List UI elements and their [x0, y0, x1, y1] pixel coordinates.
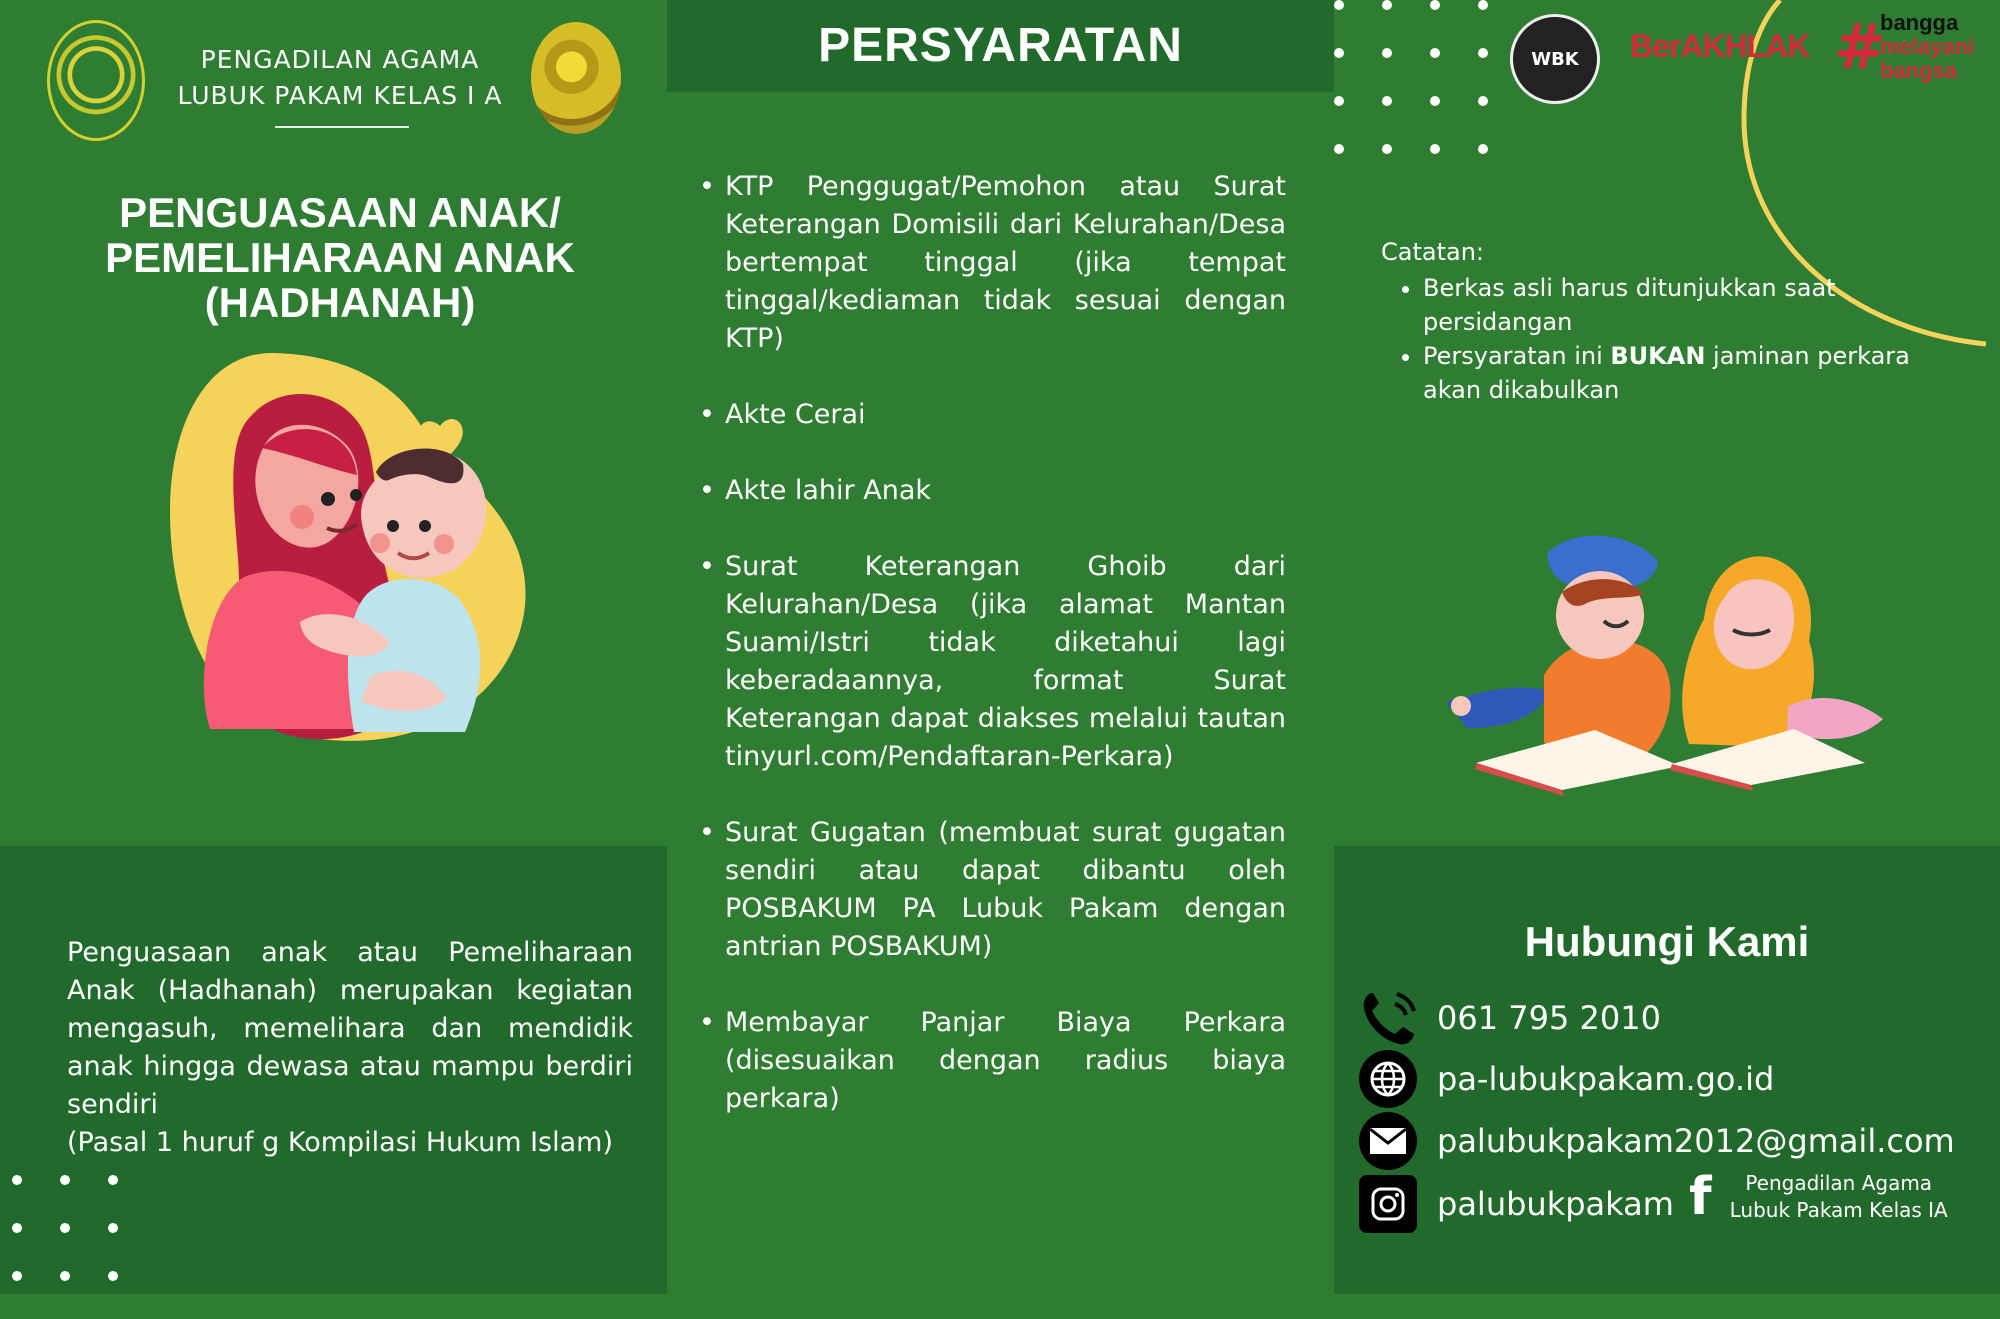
gold-seal-logo: [531, 22, 621, 134]
court-name-divider: [275, 126, 409, 128]
hashtag-icon: #: [1834, 10, 1886, 83]
contact-email-row: [1359, 1112, 1959, 1170]
facebook-line-2: Lubuk Pakam Kelas IA: [1729, 1198, 1948, 1222]
note-item-2-bold: BUKAN: [1610, 342, 1706, 370]
berakhlak-logo-text: BerAKHLAK: [1630, 28, 1810, 64]
children-reading-illustration: [1444, 525, 1884, 797]
facebook-contact[interactable]: [1689, 1167, 1948, 1227]
wbk-logo: [1510, 14, 1600, 104]
contact-instagram[interactable]: palubukpakam: [1437, 1185, 1674, 1223]
court-name-line-1: PENGADILAN AGAMA: [200, 45, 480, 74]
requirement-item-1: • KTP Penggugat/Pemohon atau Surat Keterangan Domisili dari Kelurahan/Desa bertempat tinggal (jika tempat tinggal/kediaman tidak sesuai dengan KTP): [725, 168, 1286, 358]
requirement-item-5: • Surat Gugatan (membuat surat gugatan sendiri atau dapat dibantu oleh POSBAKUM PA Lubuk Pakam dengan antrian POSBAKUM): [725, 814, 1286, 966]
decorative-dot-grid-right: [1334, 0, 1526, 192]
bangga-melayani-bangsa-logo: [1834, 12, 1994, 86]
topic-reference: (Pasal 1 huruf g Kompilasi Hukum Islam): [67, 1127, 613, 1158]
berakhlak-logo: [1630, 28, 1809, 65]
topic-description-text: Penguasaan anak atau Pemeliharaan Anak (Hadhanah) merupakan kegiatan mengasuh, memelihara dan mendidik anak hingga dewasa atau mampu berdiri sendiri: [67, 937, 633, 1120]
facebook-icon: f: [1689, 1167, 1712, 1227]
contact-email[interactable]: palubukpakam2012@gmail.com: [1437, 1122, 1955, 1160]
contact-phone-row: [1359, 989, 1959, 1047]
right-panel: [1334, 0, 2000, 1294]
bangga-line-1: bangga: [1880, 10, 1959, 35]
requirement-item-6: • Membayar Panjar Biaya Perkara (disesuaikan dengan radius biaya perkara): [725, 1004, 1286, 1118]
bangga-line-2: melayani: [1880, 34, 1975, 59]
topic-title-line-2: PEMELIHARAAN ANAK: [105, 234, 575, 281]
note-item-2-before: Persyaratan ini: [1423, 342, 1611, 370]
note-item-1: • Berkas asli harus ditunjukkan saat persidangan: [1423, 271, 1941, 339]
contact-phone[interactable]: 061 795 2010: [1437, 999, 1661, 1037]
topic-description: [67, 934, 633, 1162]
topic-title-line-3: (HADHANAH): [204, 279, 476, 326]
globe-icon: [1359, 1050, 1417, 1108]
wbk-logo-text: WBK: [1531, 48, 1579, 70]
contact-website[interactable]: pa-lubukpakam.go.id: [1437, 1060, 1775, 1098]
requirement-item-3: • Akte lahir Anak: [725, 472, 1286, 510]
requirements-list: [725, 168, 1286, 1156]
facebook-line-1: Pengadilan Agama: [1745, 1171, 1933, 1195]
requirements-title: PERSYARATAN: [818, 19, 1183, 72]
contact-title: Hubungi Kami: [1524, 918, 1810, 965]
notes-label: Catatan:: [1381, 238, 1484, 266]
court-emblem-logo: [47, 20, 145, 141]
mail-icon: [1359, 1112, 1417, 1170]
court-name: [160, 42, 520, 114]
facebook-page-name: [1730, 1170, 1948, 1224]
instagram-icon: [1359, 1175, 1417, 1233]
middle-panel: [667, 0, 1334, 1294]
note-item-2: [1423, 339, 1941, 407]
note-item-2-after: jaminan perkara akan dikabulkan: [1423, 342, 1910, 404]
requirement-item-2: • Akte Cerai: [725, 396, 1286, 434]
notes-list: [1423, 271, 1941, 407]
bangga-line-3: bangsa: [1880, 58, 1958, 83]
left-panel: [0, 0, 667, 1294]
mother-child-illustration: [168, 343, 533, 798]
topic-title: [80, 190, 600, 325]
phone-icon: [1359, 989, 1417, 1047]
contact-web-row: [1359, 1050, 1959, 1108]
decorative-dot-grid-left: [12, 1175, 204, 1319]
requirement-item-4: • Surat Keterangan Ghoib dari Kelurahan/Desa (jika alamat Mantan Suami/Istri tidak diketahui lagi keberadaannya, format Surat Keterangan dapat diakses melalui tautan tinyurl.com/Pendaftaran-Perkara): [725, 548, 1286, 776]
notes-section: [1381, 235, 1941, 407]
court-name-line-2: LUBUK PAKAM KELAS I A: [177, 81, 503, 110]
topic-title-line-1: PENGUASAAN ANAK/: [119, 189, 561, 236]
